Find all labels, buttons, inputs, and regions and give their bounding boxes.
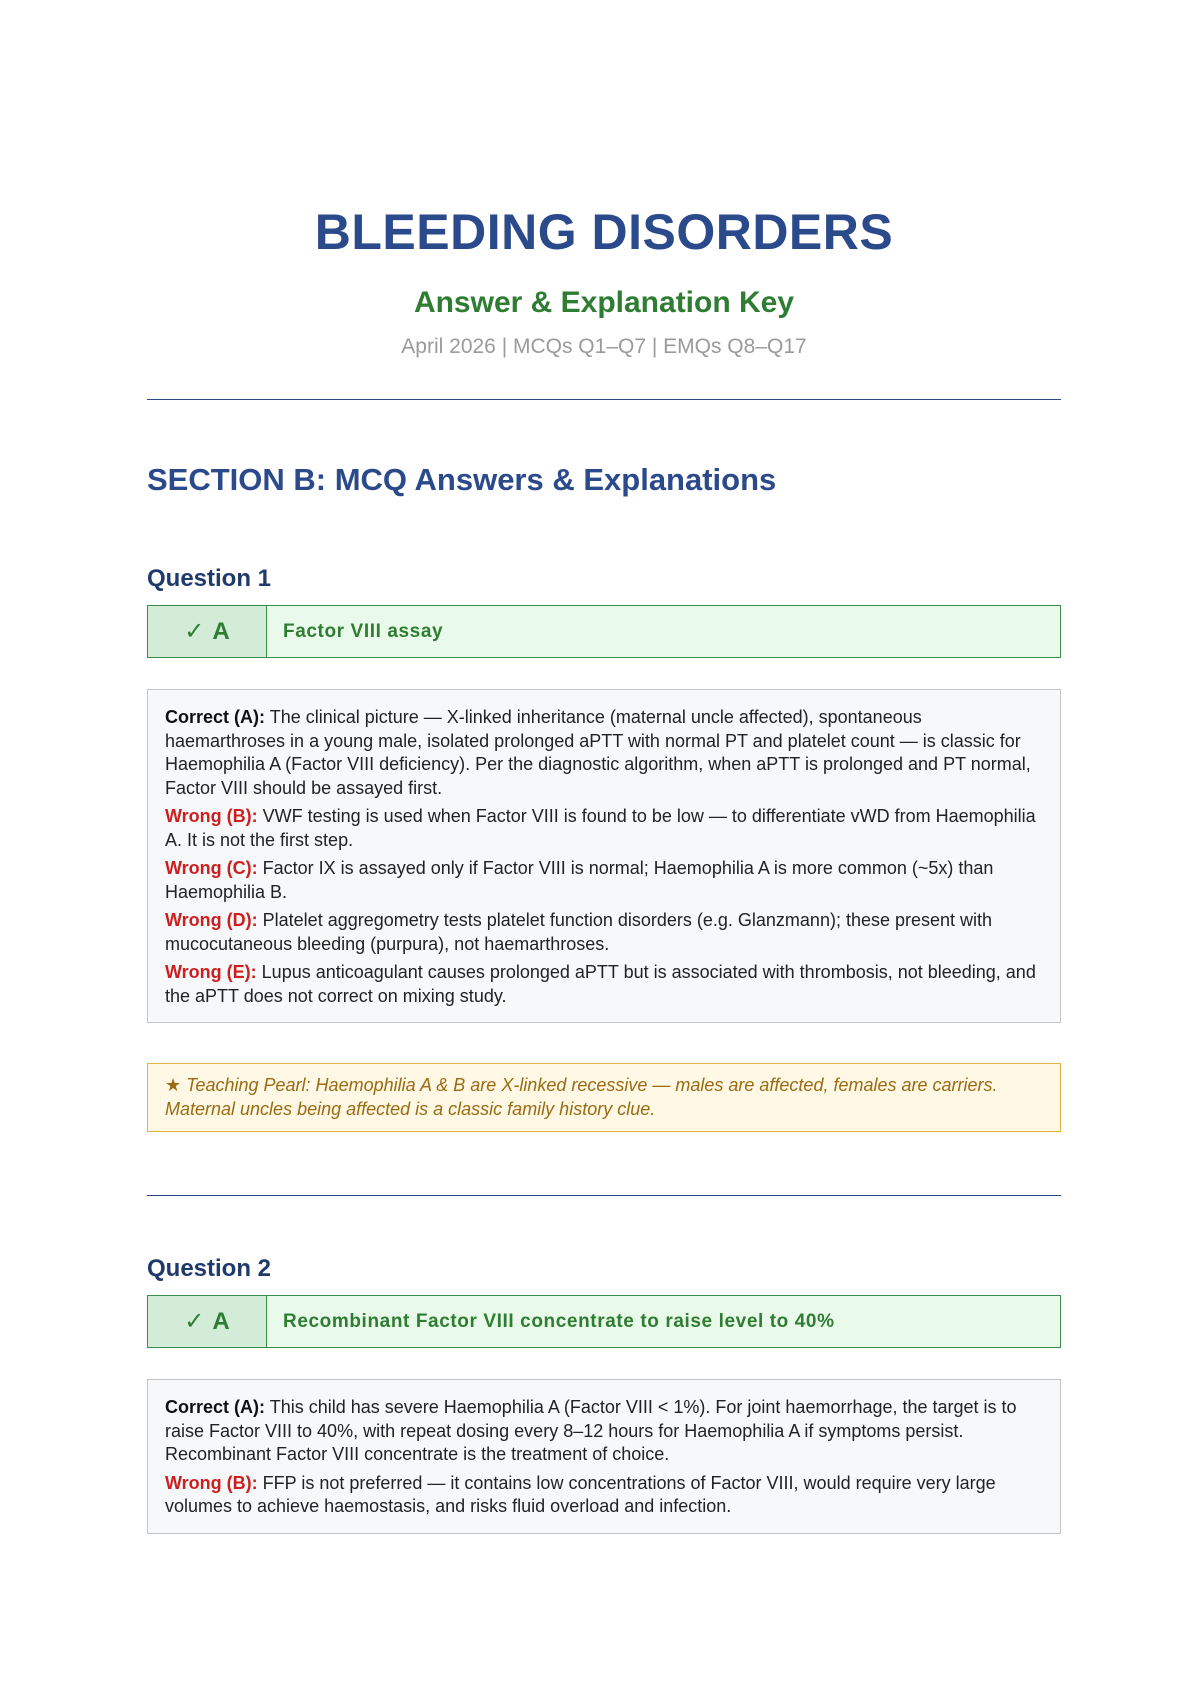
explanation-text: Platelet aggregometry tests platelet function disorders (e.g. Glanzmann); these present with mucocutaneous bleeding (purpura), not haemarthroses.	[165, 910, 993, 954]
explanation-text: VWF testing is used when Factor VIII is found to be low — to differentiate vWD from Haemophilia A. It is not the first step.	[165, 806, 1036, 850]
question-1-answer-box	[147, 605, 1061, 658]
explanation-correct	[165, 706, 1043, 800]
question-2-answer-box	[147, 1295, 1061, 1348]
explanation-wrong	[165, 1472, 1043, 1519]
explanation-correct	[165, 1396, 1043, 1467]
explanation-label: Correct (A):	[165, 707, 266, 727]
question-2-explanation-box	[147, 1379, 1061, 1534]
answer-letter: A	[212, 1307, 230, 1335]
explanation-text: Factor IX is assayed only if Factor VIII is normal; Haemophilia A is more common (~5x) than Haemophilia B.	[165, 858, 994, 902]
explanation-label: Wrong (B):	[165, 1472, 258, 1493]
document-title: BLEEDING DISORDERS	[314, 204, 894, 260]
answer-letter-badge	[148, 606, 267, 657]
explanation-label: Correct (A):	[165, 1397, 266, 1417]
explanation-wrong	[165, 805, 1043, 852]
section-title: SECTION B: MCQ Answers & Explanations	[147, 462, 777, 497]
teaching-pearl-box: ★ Teaching Pearl: Haemophilia A & B are X-linked recessive — males are affected, females are carriers. Maternal uncles being affected is a classic family history clue.	[147, 1063, 1061, 1132]
question-1-explanation-box	[147, 689, 1061, 1023]
header-divider	[147, 399, 1061, 400]
answer-text: Factor VIII assay	[283, 620, 444, 642]
explanation-text: The clinical picture — X-linked inheritance (maternal uncle affected), spontaneous haemarthroses in a young male, isolated prolonged aPTT with normal PT and platelet count — is classic for Haemophilia A (Factor VIII deficiency). Per the diagnostic algorithm, when aPTT is prolonged and PT normal, Factor VIII should be assayed first.	[165, 707, 1031, 798]
question-divider	[147, 1195, 1061, 1196]
explanation-label: Wrong (E):	[165, 962, 257, 982]
check-icon: ✓	[184, 1308, 205, 1335]
explanation-text: FFP is not preferred — it contains low concentrations of Factor VIII, would require very large volumes to achieve haemostasis, and risks fluid overload and infection.	[165, 1472, 996, 1516]
explanation-label: Wrong (B):	[165, 806, 258, 826]
explanation-wrong	[165, 961, 1043, 1008]
explanation-text: Lupus anticoagulant causes prolonged aPTT but is associated with thrombosis, not bleeding, and the aPTT does not correct on mixing study.	[165, 962, 1036, 1006]
explanation-text: This child has severe Haemophilia A (Factor VIII < 1%). For joint haemorrhage, the target is to raise Factor VIII to 40%, with repeat dosing every 8–12 hours for Haemophilia A if symptoms persist. Recombinant Factor VIII concentrate is the treatment of choice.	[165, 1397, 1017, 1464]
explanation-wrong	[165, 909, 1043, 956]
question-2-heading: Question 2	[147, 1255, 272, 1282]
answer-letter-badge	[148, 1296, 267, 1347]
answer-text: Recombinant Factor VIII concentrate to raise level to 40%	[283, 1310, 835, 1332]
answer-letter: A	[212, 617, 230, 645]
explanation-label: Wrong (D):	[165, 910, 258, 930]
explanation-wrong	[165, 857, 1043, 904]
explanation-label: Wrong (C):	[165, 858, 258, 878]
document-subtitle: Answer & Explanation Key	[413, 286, 795, 319]
document-meta: April 2026 | MCQs Q1–Q7 | EMQs Q8–Q17	[401, 335, 807, 358]
check-icon: ✓	[184, 618, 205, 645]
question-1-heading: Question 1	[147, 565, 272, 592]
